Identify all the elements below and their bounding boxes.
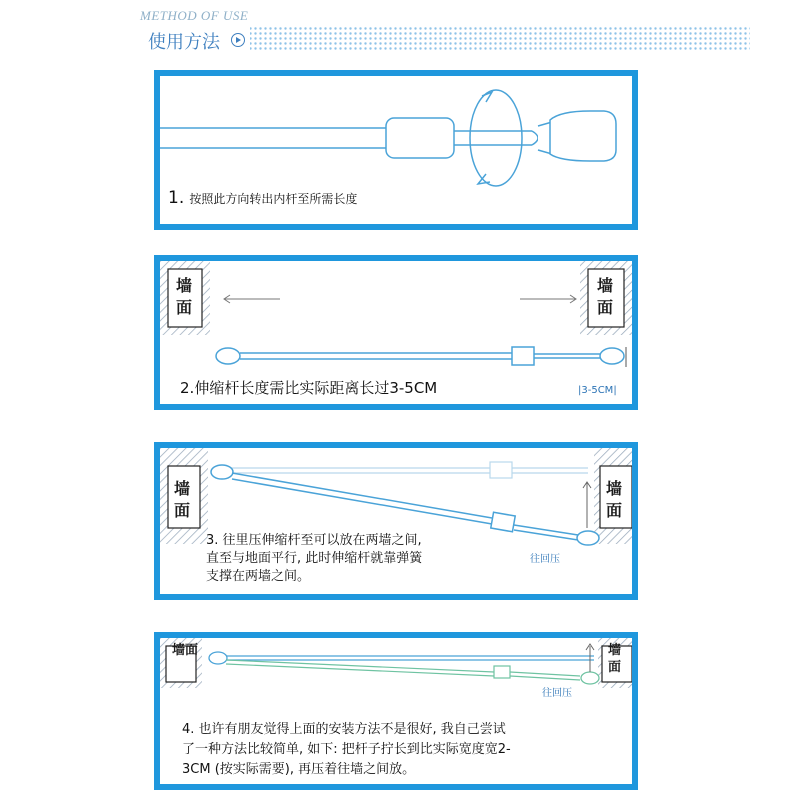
step-4-line-3: 3CM (按实际需要), 再压着往墙之间放。 <box>182 762 416 777</box>
step-4-line-1: 也许有朋友觉得上面的安装方法不是很好, 我自己尝试 <box>198 722 506 737</box>
step-1-number: 1. <box>168 188 185 208</box>
step-4-press-label: 往回压 <box>542 688 572 699</box>
step-4-number: 4. <box>182 722 195 737</box>
step-2-measure-label: |3-5CM| <box>578 385 617 396</box>
step-4-text <box>182 720 511 780</box>
step-2-text <box>180 377 437 398</box>
header-chinese-title: 使用方法 <box>148 32 220 53</box>
step-2-wall-right: 墙面 <box>597 276 614 317</box>
step-4-line-2: 了一种方法比较简单, 如下: 把杆子拧长到比实际宽度宽2- <box>182 742 511 757</box>
step-3-text <box>206 532 422 586</box>
step-3-wall-right: 墙面 <box>606 479 623 520</box>
step-3-number: 3. <box>206 533 219 548</box>
step-3-line-1: 往里压伸缩杆至可以放在两墙之间, <box>222 533 422 548</box>
header-dotted-bar <box>138 26 750 52</box>
step-1-text <box>168 188 357 208</box>
step-1-panel <box>154 70 638 230</box>
step-3-press-label: 往回压 <box>530 554 560 565</box>
step-2-wall-left: 墙面 <box>176 276 193 317</box>
step-4-wall-left: 墙面 <box>172 643 199 658</box>
circle-arrow-right-icon <box>231 33 245 47</box>
step-3-line-2: 直至与地面平行, 此时伸缩杆就靠弹簧 <box>206 551 423 566</box>
step-4-wall-right: 墙面 <box>608 643 622 675</box>
step-2-number: 2. <box>180 379 195 397</box>
step-3-wall-left: 墙面 <box>174 479 191 520</box>
header-english-title: METHOD OF USE <box>140 8 249 23</box>
step-1-description: 按照此方向转出内杆至所需长度 <box>189 192 358 206</box>
step-3-panel <box>154 442 638 600</box>
step-2-panel <box>154 255 638 410</box>
step-2-description: 伸缩杆长度需比实际距离长过3-5CM <box>194 379 438 397</box>
step-4-panel <box>154 632 638 790</box>
step-3-line-3: 支撑在两墙之间。 <box>206 569 311 584</box>
